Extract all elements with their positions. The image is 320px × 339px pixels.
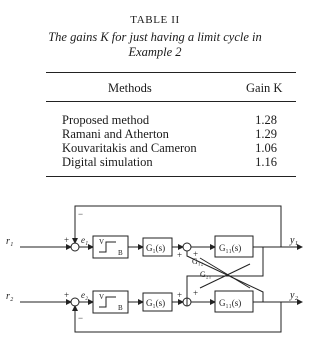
y2-label: y₂	[290, 290, 298, 301]
bottom-summing-junction	[71, 298, 79, 306]
bottom-v-label: V	[99, 293, 105, 301]
e1-label: e₁	[81, 235, 89, 245]
table-top-rule	[46, 72, 296, 73]
top-b-label: B	[118, 249, 123, 257]
gain-cell: 1.28	[255, 113, 277, 127]
gain-cell: 1.29	[255, 127, 277, 141]
table-row	[62, 127, 287, 141]
top-cross-plus-sign-2: +	[193, 249, 199, 259]
table-caption	[0, 30, 310, 60]
table-row	[62, 155, 287, 169]
gain-cell: 1.16	[255, 155, 277, 169]
column-header-gain: Gain K	[246, 81, 283, 95]
top-minus-sign: −	[78, 209, 84, 219]
top-plus-sign: +	[64, 235, 70, 245]
g12-label: G₁₂	[192, 257, 204, 266]
top-cross-summing-junction	[183, 243, 191, 251]
bottom-g1-label: G₁(s)	[146, 298, 166, 308]
method-cell: Kouvaritakis and Cameron	[62, 141, 197, 155]
e2-label: e₂	[81, 290, 89, 300]
table-bottom-rule	[46, 176, 296, 177]
method-cell: Ramani and Atherton	[62, 127, 169, 141]
top-v-label: V	[99, 238, 105, 246]
table-caption-line-2: Example 2	[128, 45, 182, 59]
bottom-cross-plus-sign: +	[177, 290, 183, 300]
method-cell: Digital simulation	[62, 155, 153, 169]
method-cell: Proposed method	[62, 113, 150, 127]
r1-label: r₁	[6, 236, 14, 247]
bottom-minus-sign: −	[78, 313, 84, 323]
table-row	[62, 113, 287, 127]
column-header-methods: Methods	[108, 81, 152, 95]
r2-label: r₂	[6, 291, 14, 302]
table-number: TABLE II	[130, 14, 180, 26]
top-g1-label: G₁(s)	[146, 243, 166, 253]
table-caption-line-1: The gains K for just having a limit cycle in	[48, 30, 262, 44]
bottom-plus-sign: +	[64, 290, 70, 300]
table-row	[62, 141, 287, 155]
bottom-cross-plus-sign-2: +	[193, 288, 199, 298]
bottom-b-label: B	[118, 304, 123, 312]
block-diagram	[0, 192, 310, 339]
bottom-g11-label: G₁₁(s)	[219, 298, 242, 308]
top-g11-label: G₁₁(s)	[219, 243, 242, 253]
top-summing-junction	[71, 243, 79, 251]
table-header-rule	[46, 101, 296, 102]
top-cross-plus-sign: +	[177, 250, 183, 260]
g21-label: G₂₁	[200, 270, 212, 279]
gain-cell: 1.06	[255, 141, 277, 155]
y1-label: y₁	[290, 235, 298, 246]
